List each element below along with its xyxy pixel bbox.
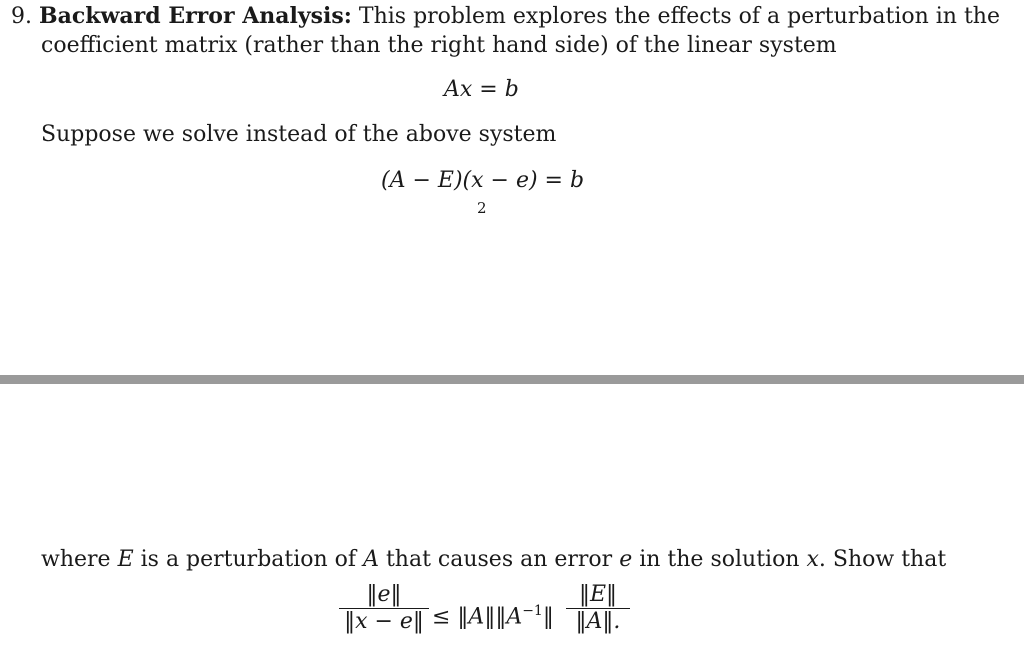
text-segment: in the solution [632, 547, 807, 572]
text-segment: where [41, 547, 118, 572]
text-segment: that causes an error [378, 547, 620, 572]
lhs-numerator: ‖e‖ [366, 582, 402, 607]
lhs-denominator: ‖x − e‖ [344, 609, 424, 634]
problem-line-4 [41, 546, 946, 574]
relation-text: ≤ ‖A‖‖A [432, 604, 523, 630]
problem-intro-text: This problem explores the effects of a perturbation in the [358, 4, 1000, 29]
variable-x: x [806, 547, 819, 572]
rhs-fraction [566, 582, 630, 635]
rhs-denominator: ‖A‖. [575, 609, 621, 634]
variable-e: e [619, 547, 633, 572]
variable-E: E [117, 547, 134, 572]
problem-title: Backward Error Analysis: [39, 3, 352, 29]
norm-bar: ‖ [542, 604, 554, 630]
equation-ax-equals-b: Ax = b [444, 77, 519, 102]
lhs-fraction [339, 582, 429, 635]
problem-line-3: Suppose we solve instead of the above system [41, 122, 557, 147]
problem-line-2: coefficient matrix (rather than the right hand side) of the linear system [41, 33, 837, 58]
problem-line-1 [11, 2, 1000, 31]
page-divider [0, 375, 1024, 384]
equation-perturbed-system: (A − E)(x − e) = b [381, 168, 585, 193]
rhs-numerator: ‖E‖ [578, 582, 618, 607]
variable-A: A [363, 547, 379, 572]
inverse-exponent: −1 [522, 603, 543, 619]
text-segment: . Show that [818, 547, 947, 572]
problem-number: 9. [11, 4, 32, 29]
page-number: 2 [477, 199, 487, 217]
inequality-middle [432, 597, 554, 631]
text-segment: is a perturbation of [133, 547, 364, 572]
